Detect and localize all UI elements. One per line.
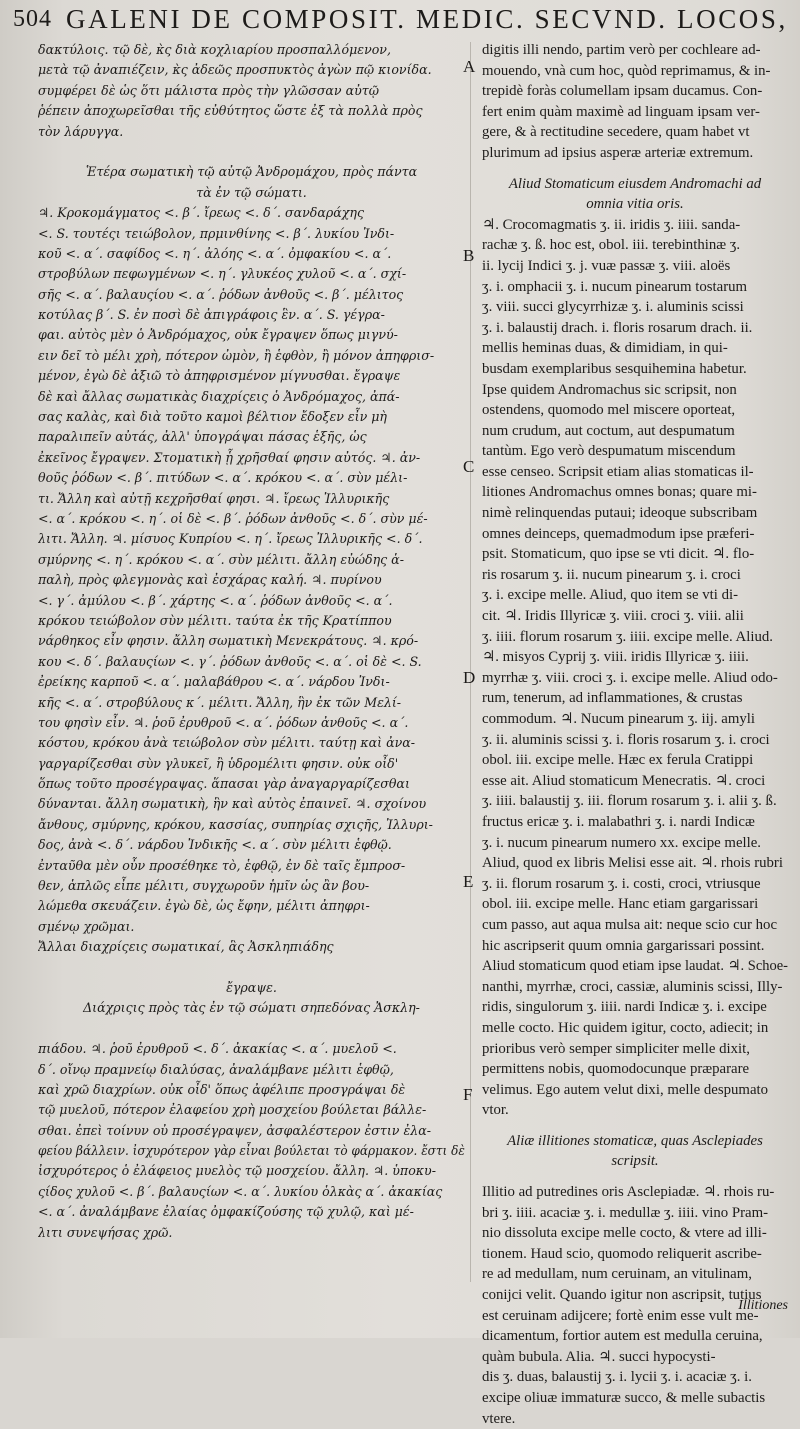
latin-text-line: omnes deinceps, quemadmodum ipse præferi- (482, 525, 755, 542)
section-gap (38, 958, 465, 978)
latin-text-line: excipe oliuæ immaturæ succo, & melle subactis (482, 1390, 766, 1406)
page-number: 504 (13, 6, 52, 32)
margin-letter-f: F (463, 1085, 473, 1104)
latin-text-line: fert enim quàm maximè ad linguam ipsam ver- (482, 103, 760, 120)
latin-column (482, 40, 788, 1429)
latin-text-line: Aliud, quod ex libris Melisi esse ait. ♃. rhois rubri (482, 855, 783, 872)
latin-text-line: conijci velit. Quando igitur non ascripsit, tutius (482, 1287, 762, 1304)
latin-text-line: velimus. Ego autem velut dixi, melle despumato (482, 1081, 769, 1098)
greek-column (38, 40, 465, 1243)
latin-text-line: ʒ. ii. aluminis scissi ʒ. i. floris rosarum ʒ. i. croci (482, 731, 770, 748)
latin-text-line: myrrhæ ʒ. viii. croci ʒ. i. excipe melle. Aliud odo- (482, 669, 778, 686)
greek-text-line: δύνανται. ἄλλη σωματικὴ, ἣν καὶ αὐτὸς ἐπαινεῖ. ♃. σχοίνου (38, 796, 427, 812)
greek-text-line: δ΄. οἴνῳ πραμνείῳ διαλύσας, ἀναλάμβανε μέλιτι ἑφθῷ, (38, 1061, 394, 1077)
latin-text-line: dicamentum, fortior autem est medulla ceruina, (482, 1328, 763, 1345)
section-gap (38, 142, 465, 162)
greek-text-line: τὸν λάρυγγα. (38, 123, 124, 139)
greek-text-line: ἐρείκης καρποῦ <. α΄. μαλαβάθρου <. α΄. νάρδου Ἰνδι- (38, 674, 390, 690)
latin-text-line: cit. ♃. Iridis Illyricæ ʒ. viii. croci ʒ. viii. alii (482, 608, 744, 625)
margin-letter-b: B (463, 246, 475, 265)
latin-text-line: ridis, singulorum ʒ. iiii. nardi Indicæ ʒ. i. excipe (482, 999, 767, 1016)
latin-text-line: busdam exemplaribus sesquihemina habetur. (482, 360, 747, 377)
greek-text-line: στροβύλων πεφωγμένων <. η΄. γλυκέος χυλοῦ <. α΄. σχί- (38, 266, 407, 282)
latin-text-line: ʒ. viii. succi glycyrrhizæ ʒ. i. aluminis scissi (482, 299, 744, 316)
greek-text-line: ειν δεῖ τὸ μέλι χρὴ, πότερον ὠμὸν, ἢ ἑφθὸν, ἢ μόνον ἀπηφρισ- (38, 347, 435, 363)
latin-text-line: melle cocto. Hic quidem igitur, cocto, adiecit; in (482, 1019, 769, 1036)
greek-text-line: ἐνταῦθα μὲν οὖν προσέθηκε τὸ, ἑφθῷ, ἐν δὲ ταῖς ἔμπροσ- (38, 857, 406, 873)
latin-text-line: obol. iii. excipe melle. Hæc ex ferula Cratippi (482, 752, 754, 769)
latin-text-line: num crudum, aut coctum, aut despumatum (482, 422, 735, 439)
latin-text-line: litiones Andromachus omnes bonas; quare mi- (482, 484, 757, 501)
greek-text-line: πιάδου. ♃. ῥοῦ ἐρυθροῦ <. δ΄. ἀκακίας <. α΄. μυελοῦ <. (38, 1041, 397, 1057)
greek-text-line: <. γ΄. ἀμύλου <. β΄. χάρτης <. α΄. ῥόδων ἀνθοῦς <. α΄. (38, 592, 393, 608)
latin-text-line: ♃. Crocomagmatis ʒ. ii. iridis ʒ. iiii. sanda- (482, 216, 741, 233)
latin-text-line: ʒ. ii. florum rosarum ʒ. i. costi, croci, vtriusque (482, 875, 761, 892)
latin-text-line: permittens nobis, quomodocunque præparare (482, 1061, 750, 1078)
latin-text-line: esse ait. Aliud stomaticum Menecratis. ♃. croci (482, 772, 766, 789)
latin-text-line: hic ascripserit quum omnia gargarissari possint. (482, 937, 765, 954)
latin-text-line: Aliud Stomaticum eiusdem Andromachi ad (508, 175, 762, 192)
latin-text-line: tantùm. Ego verò despumatum miscendum (482, 443, 736, 460)
greek-text-line: σθαι. ἐπεὶ τοίνυν οὐ προσέγραψεν, ἀσφαλέστερον ἐστιν ἐλα- (38, 1122, 431, 1138)
greek-text-line: κοτύλας β΄. S. ἐν ποσὶ δὲ ἀπιγράφοις ἓν. α΄. S. γέγρα- (38, 307, 385, 323)
greek-text-line: λιτι συνεψήσας χρῶ. (38, 1224, 173, 1240)
latin-text-line: ʒ. i. balaustij drach. i. floris rosarum drach. ii. (482, 319, 753, 336)
latin-text-line: ris rosarum ʒ. ii. nucum pinearum ʒ. i. croci (482, 566, 741, 583)
margin-letter-d: D (463, 668, 476, 687)
greek-text-line: κου <. δ΄. βαλαυςίων <. γ΄. ῥόδων ἀνθοῦς <. α΄. οἱ δὲ <. S. (38, 653, 422, 669)
greek-text-line: σῆς <. α΄. βαλαυςίου <. α΄. ῥόδων ἀνθοῦς <. β΄. μέλιτος (38, 286, 404, 302)
greek-text-line: <. S. τουτέςι τειώβολον, πρμινθίνης <. β΄. λυκίου Ἰνδι- (38, 225, 395, 241)
latin-text-line: ii. lycij Indici ʒ. j. vuæ passæ ʒ. viii. aloës (482, 257, 731, 274)
greek-text-line: ἰσχυρότερος ὁ ἐλάφειος μυελὸς τῷ μοσχείου. ἄλλη. ♃. ὑποκυ- (38, 1163, 436, 1179)
greek-text-line: σμύρνης <. η΄. κρόκου <. α΄. σὺν μέλιτι. ἄλλη εὐώδης ἁ- (38, 551, 404, 567)
greek-text-line: κῆς <. α΄. στροβύλους κ΄. μέλιτι. Ἄλλη, ἣν ἐκ τῶν Μελί- (38, 694, 402, 710)
latin-text-line: commodum. ♃. Nucum pinearum ʒ. iij. amyli (482, 711, 755, 727)
latin-text-line: ʒ. iiii. balaustij ʒ. iii. florum rosarum ʒ. i. alii ʒ. ß. (482, 793, 777, 810)
greek-text-line: λώμεθα σκευάζειν. ἐγὼ δὲ, ὡς ἔφην, μέλιτι ἀπηφρι- (38, 898, 370, 914)
margin-letter-e: E (463, 872, 474, 891)
latin-text-line: Aliud stomaticum quod etiam ipse laudat. ♃. Schoe- (482, 958, 788, 975)
greek-text-line: δὲ καὶ ἄλλας σωματικὰς διαχρίςεις ὁ Ἀνδρόμαχος, ἀπά- (38, 388, 400, 404)
latin-text-line: tionem. Haud scio, quomodo reliquerit ascribe- (482, 1245, 762, 1262)
latin-text-line: nanthi, myrrhæ, croci, cassiæ, aluminis scissi, Illy- (482, 978, 783, 995)
greek-text-line: <. α΄. κρόκου <. η΄. οἱ δὲ <. β΄. ῥόδων ἀνθοῦς <. δ΄. σὺν μέ- (38, 510, 428, 526)
latin-text-line: quàm bubula. Alia. ♃. succi hypocysti- (482, 1348, 716, 1365)
greek-text-line: τὰ ἐν τῷ σώματι. (196, 184, 307, 200)
latin-text-line: psit. Stomaticum, quo ipse se vti dicit. ♃. flo- (482, 546, 755, 563)
greek-text-line: παλὴ, πρὸς φλεγμονὰς καὶ ἐσχάρας καλή. ♃. πυρίνου (38, 572, 382, 588)
greek-text-line: λιτι. Ἄλλη. ♃. μίσυος Κυπρίου <. η΄. ἴρεως Ἰλλυρικῆς <. δ΄. (38, 531, 423, 547)
greek-text-line: Διάχριςις πρὸς τὰς ἐν τῷ σώματι σηπεδόνας Ἀσκλη- (83, 1000, 420, 1016)
greek-text-line: ὅπως τοῦτο προσέγραψας. ἅπασαι γὰρ ἀναγαργαρίζεσθαι (38, 776, 410, 792)
greek-text-line: <. α΄. ἀναλάμβανε ἐλαίας ὀμφακίζούσης τῷ χυλῷ, καὶ μέ- (38, 1204, 414, 1220)
latin-text-line: ostendens, quomodo mel miscere oporteat, (482, 402, 736, 419)
latin-text-line: cum passo, aut aqua mulsa ait: neque scio cur hoc (482, 916, 778, 933)
latin-text-line: mellis heminas duas, & dimidiam, in qui- (482, 340, 728, 357)
greek-text-line: θεν, ἁπλῶς εἶπε μέλιτι, συγχωροῦν ἡμῖν ὡς ἂν βου- (38, 878, 370, 894)
greek-text-line: γαργαρίζεσθαι σὺν γλυκεῖ, ἢ ὑδρομέλιτι φησιν. οὐκ οἶδ' (38, 755, 399, 771)
latin-text-line: nio dissoluta excipe melle cocto, & vtere ad illi- (482, 1225, 767, 1242)
margin-letter-a: A (463, 57, 476, 76)
latin-text-line: mouendo, vnà cum hoc, quòd reprimamus, & in- (482, 62, 771, 79)
running-title: GALENI DE COMPOSIT. MEDIC. SECVND. LOCOS, (66, 4, 788, 34)
latin-text-line: Ipse quidem Andromachus sic scripsit, non (482, 381, 737, 398)
latin-text-line: plurimum ad ipsius asperæ arteriæ extremum. (482, 144, 754, 161)
greek-text-line: κοῦ <. α΄. σαφίδος <. η΄. ἀλόης <. α΄. ὀμφακίου <. α΄. (38, 245, 392, 261)
latin-text-line: re ad medullam, num ceruinam, an vitulinam, (482, 1266, 752, 1283)
greek-text-line: Ἄλλαι διαχρίςεις σωματικαί, ἃς Ἀσκληπιάδης (38, 939, 334, 955)
greek-text-line: δος, ἀνὰ <. δ΄. νάρδου Ἰνδικῆς <. α΄. σὺν μέλιτι ἑφθῷ. (38, 837, 392, 853)
page-header (0, 0, 800, 40)
greek-text-line: παραλιπεῖν αὐτάς, ἀλλ' ὑπογράψαι πάσας ἑξῆς, ὡς (38, 429, 367, 445)
section-gap (482, 1121, 788, 1131)
latin-text-line: scripsit. (611, 1153, 659, 1170)
latin-text-line: esse censeo. Scripsit etiam alias stomaticas il- (482, 463, 754, 480)
greek-text-line: μετὰ τῷ ἀναπιέζειν, κ̀ς ἀδεῶς προσπυκτὸς ἀγὼν πῷ κιονίδα. (38, 62, 432, 78)
latin-text-line: omnia vitia oris. (586, 196, 684, 213)
greek-text-line: κόστου, κρόκου ἀνὰ τειώβολον σὺν μέλιτι. ταύτῃ καὶ ἀνα- (38, 735, 416, 751)
latin-text-line: Aliæ illitiones stomaticæ, quas Asclepiades (507, 1132, 763, 1149)
section-gap (38, 1019, 465, 1039)
latin-text-line: fructus ericæ ʒ. i. malabathri ʒ. i. nardi Indicæ (482, 813, 755, 830)
greek-text-line: του φησὶν εἶν. ♃. ῥοῦ ἐρυθροῦ <. α΄. ῥόδων ἀνθοῦς <. α΄. (38, 714, 409, 730)
latin-text-line: ʒ. i. nucum pinearum numero xx. excipe melle. (482, 834, 761, 851)
greek-text-line: συμφέρει δὲ ὡς ὅτι μάλιστα πρὸς τὴν γλῶσσαν αὐτῷ (38, 82, 379, 98)
section-gap (482, 164, 788, 174)
latin-text-line: obol. iii. excipe melle. Hanc etiam gargarissari (482, 896, 759, 913)
greek-text-line: ῥέπειν ἀποχωρεῖσθαι τῆς εὐθύτητος ὥστε ἐξ τὰ πολλὰ πρὸς (38, 103, 423, 119)
latin-text-line: Illitio ad putredines oris Asclepiadæ. ♃. rhois ru- (482, 1184, 775, 1201)
greek-text-line: Ἑτέρα σωματικὴ τῷ αὐτῷ Ἀνδρομάχου, πρὸς πάντα (85, 164, 418, 180)
greek-text-line: νάρθηκος εἶν φησιν. ἄλλη σωματικὴ Μενεκράτους. ♃. κρό- (38, 633, 419, 649)
margin-letter-c: C (463, 457, 475, 476)
latin-text-line: digitis illi nendo, partim verò per cochleare ad- (482, 42, 761, 58)
latin-text-line: vtor. (482, 1102, 509, 1119)
greek-text-line: θοῦς ῥόδων <. β΄. πιτύδων <. α΄. κρόκου <. α΄. σὺν μέλι- (38, 470, 408, 486)
latin-text-line: ʒ. i. excipe melle. Aliud, quo item se vti di- (482, 587, 739, 604)
greek-text-line: καὶ χρῶ διαχρίων. οὐκ οἶδ' ὅπως ἀφέλιπε προσγράψαι δὲ (38, 1081, 406, 1097)
latin-text-line: bri ʒ. iiii. acaciæ ʒ. i. medullæ ʒ. iiii. vino Pram- (482, 1204, 769, 1221)
latin-text-line: prioribus verò semper simpliciter melle dixit, (482, 1040, 750, 1057)
latin-text-line: ʒ. iiii. florum rosarum ʒ. iiii. excipe melle. Aliud. (482, 628, 773, 645)
greek-text-line: ἄνθους, σμύρνης, κρόκου, κασσίας, συπηρίας σχιςῆς, Ἰλλυρι- (38, 816, 433, 832)
greek-text-line: σας καλὰς, καὶ διὰ τοῦτο καμοὶ βέλτιον ἔδοξεν εἶν μὴ (38, 409, 387, 425)
greek-text-line: τῷ μυελοῦ, πότερον ἐλαφείου χρὴ μοσχείου βούλεται βάλλε- (38, 1102, 427, 1118)
greek-text-line: ♃. Κροκομάγματος <. β΄. ἴρεως <. δ΄. σανδαράχης (38, 205, 365, 221)
greek-text-line: ςίδος χυλοῦ <. β΄. βαλαυςίων <. α΄. λυκίου ὁλκὰς α΄. ἀκακίας (38, 1183, 443, 1199)
latin-text-line: dis ʒ. duas, balaustij ʒ. i. lycii ʒ. i. acaciæ ʒ. i. (482, 1369, 752, 1386)
greek-text-line: δακτύλοις. τῷ δὲ, κ̀ς διὰ κοχλιαρίου προσπαλλόμενον, (38, 42, 391, 57)
latin-text-line: est ceruinam adijcere; fortè enim esse vult me- (482, 1307, 759, 1324)
greek-text-line: τι. Ἄλλη καὶ αὐτῇ κεχρῆσθαί φησι. ♃. ἴρεως Ἰλλυρικῆς (38, 490, 390, 506)
latin-text-line: rachæ ʒ. ß. hoc est, obol. iii. terebinthinæ ʒ. (482, 237, 741, 254)
greek-text-line: φαι. αὐτὸς μὲν ὁ Ἀνδρόμαχος, οὐκ ἔγραψεν ὅπως μιγνύ- (38, 327, 398, 343)
catchword: Illitiones (738, 1298, 788, 1313)
greek-text-line: ἔγραψε. (226, 979, 277, 995)
greek-text-line: μένον, ἐγὼ δὲ ἀξιῶ τὸ ἀπηφρισμένον μίγνυσθαι. ἔγραψε (38, 368, 401, 384)
latin-text-line: trepidè foràs columellam ipsam ducamus. Con- (482, 83, 763, 100)
latin-text-line: nimè relinquendas putaui; ideoque subscribam (482, 505, 758, 522)
latin-text-line: rum, tenerum, ad inflammationes, & crustas (482, 690, 743, 707)
latin-text-line: ♃. misyos Cyprij ʒ. viii. iridis Illyricæ ʒ. iiii. (482, 649, 749, 666)
greek-text-line: σμένῳ χρῶμαι. (38, 918, 135, 934)
section-gap (482, 1172, 788, 1182)
latin-text-line: vtere. (482, 1410, 516, 1427)
latin-text-line: gere, & à rectitudine secedere, quam habet vt (482, 124, 750, 141)
greek-text-line: κρόκου τειώβολον σὺν μέλιτι. ταύτα ἐκ τῆς Κρατίππου (38, 612, 392, 628)
greek-text-line: ἐκεῖνος ἔγραψεν. Στοματικὴ ᾗ χρῆσθαί φησιν αὐτός. ♃. ἀν- (38, 449, 421, 465)
latin-text-line: ʒ. i. omphacii ʒ. i. nucum pinearum tostarum (482, 278, 748, 295)
greek-text-line: φείου βάλλειν. ἰσχυρότερον γὰρ εἶναι βούλεται τὸ φάρμακον. ἔστι δὲ (38, 1143, 465, 1159)
